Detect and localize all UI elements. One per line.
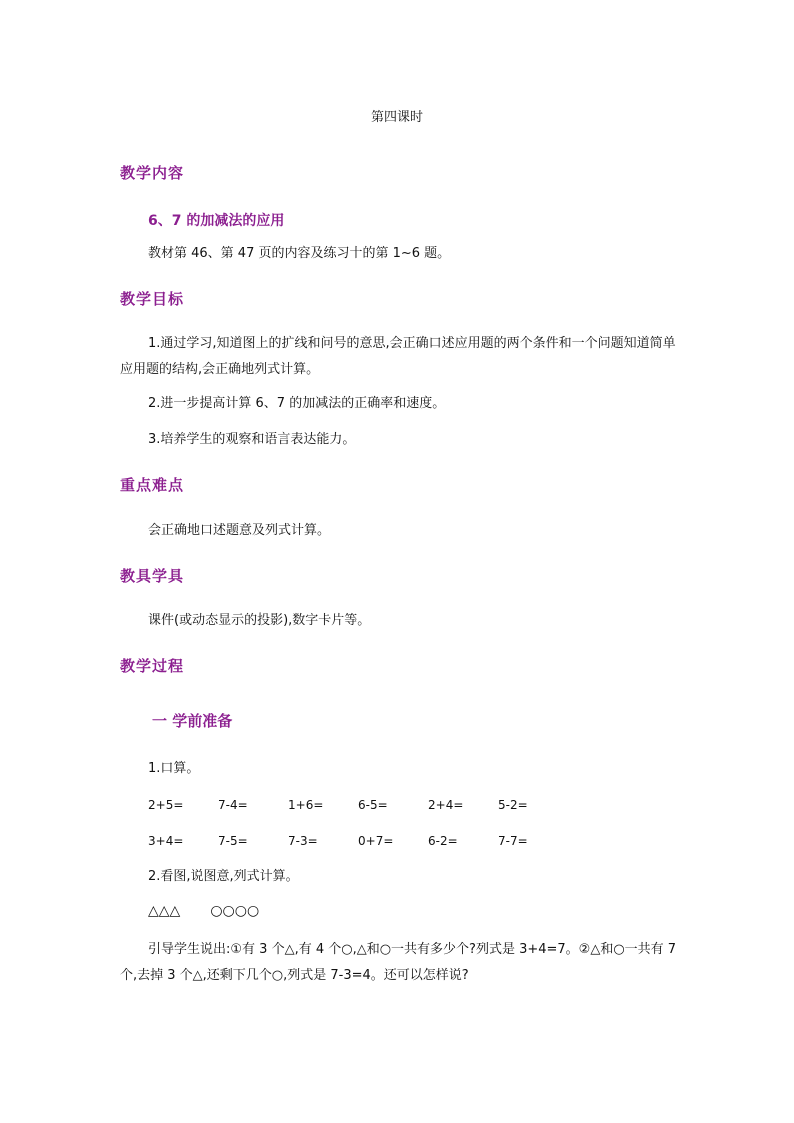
calc-item: 2+5= [148, 798, 184, 812]
shape-figure [148, 903, 259, 919]
calc-item: 1+6= [288, 798, 324, 812]
calc-item: 2+4= [428, 798, 464, 812]
subheading-preparation: 一 学前准备 [152, 712, 233, 730]
heading-process: 教学过程 [120, 657, 185, 675]
calc-item: 7-4= [218, 798, 248, 812]
goal-item-3: 3.培养学生的观察和语言表达能力。 [148, 432, 356, 447]
calc-item: 7-3= [288, 834, 318, 848]
tools-text: 课件(或动态显示的投影),数字卡片等。 [148, 613, 371, 628]
page-title: 第四课时 [370, 110, 423, 125]
keypoints-text: 会正确地口述题意及列式计算。 [148, 523, 331, 538]
calc-item: 3+4= [148, 834, 184, 848]
circle-shapes: ○○○○ [210, 903, 260, 919]
goal-item-1: 1.通过学习,知道图上的扩线和问号的意思,会正确口述应用题的两个条件和一个问题知道简单应用题的结构,会正确地列式计算。 [120, 336, 676, 377]
calc-item: 7-5= [218, 834, 248, 848]
goal-item-2: 2.进一步提高计算 6、7 的加减法的正确率和速度。 [148, 396, 446, 411]
calc-item: 6-2= [428, 834, 458, 848]
calc-item: 7-7= [498, 834, 528, 848]
subheading-content: 6、7 的加减法的应用 [148, 213, 285, 229]
heading-tools: 教具学具 [120, 567, 185, 585]
calc-item: 5-2= [498, 798, 528, 812]
guide-text: 引导学生说出:①有 3 个△,有 4 个○,△和○一共有多少个?列式是 3+4=7。②△和○一共有 7 个,去掉 3 个△,还剩下几个○,列式是 7-3=4。还可以怎样说? [120, 942, 677, 983]
content-text: 教材第 46、第 47 页的内容及练习十的第 1~6 题。 [148, 246, 451, 261]
calc-item: 6-5= [358, 798, 388, 812]
process-item-2: 2.看图,说图意,列式计算。 [148, 869, 299, 884]
calc-item: 0+7= [358, 834, 394, 848]
heading-content: 教学内容 [120, 164, 185, 182]
process-item-1: 1.口算。 [148, 761, 200, 776]
heading-keypoints: 重点难点 [120, 476, 185, 494]
heading-goals: 教学目标 [120, 290, 185, 308]
triangle-shapes: △△△ [148, 903, 181, 919]
